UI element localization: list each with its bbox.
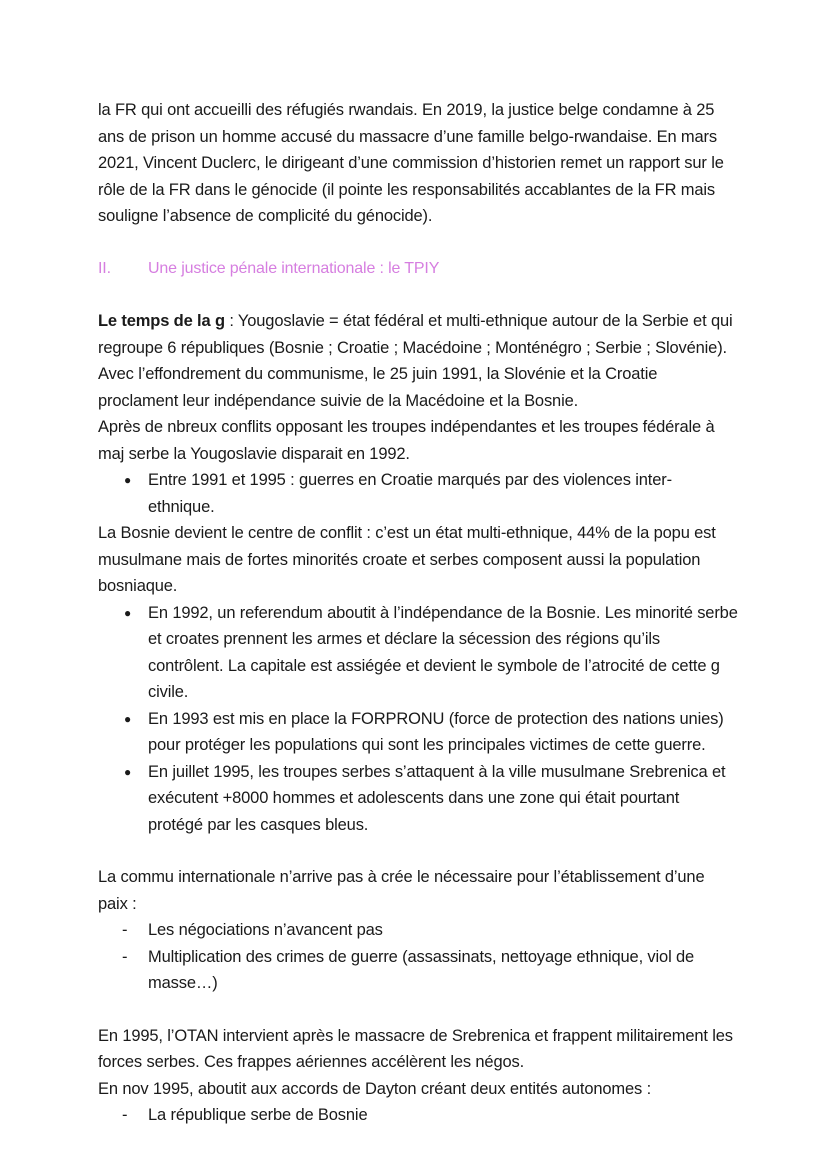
list-item (98, 467, 738, 520)
temps-paragraph-2: Avec l’effondrement du communisme, le 25 juin 1991, la Slovénie et la Croatie proclament leur indépendance suivie de la Macédoine et la Bosnie. (98, 365, 658, 410)
section-number: II. (98, 259, 111, 277)
list-item-text: En 1993 est mis en place la FORPRONU (force de protection des nations unies) pour protéger les populations qui sont les principales victimes de cette guerre. (148, 709, 724, 754)
list-item (98, 706, 738, 759)
section-title: Une justice pénale internationale : le TPIY (148, 259, 440, 277)
temps-text: : Yougoslavie = état fédéral et multi-ethnique autour de la Serbie et qui regroupe 6 républiques (Bosnie ; Croatie ; Macédoine ; Monténégro ; Serbie ; Slovénie). (98, 312, 733, 357)
bullet-marker: ● (124, 473, 132, 487)
section-heading (98, 256, 738, 283)
otan-paragraph: En 1995, l’OTAN intervient après le massacre de Srebrenica et frappent militairement les forces serbes. Ces frappes aériennes accélèrent les négos. (98, 1026, 733, 1071)
dash-marker: - (122, 921, 128, 939)
dash-list-commu (98, 917, 738, 997)
list-item-text: En 1992, un referendum aboutit à l’indépendance de la Bosnie. Les minorité serbe et croates prennent les armes et déclare la sécession des régions qu’ils contrôlent. La capitale est assiégée et devient le symbole de l’atrocité de cette g civile. (148, 603, 738, 701)
list-item-text: Les négociations n’avancent pas (148, 921, 383, 939)
bullet-list-bosnie (98, 600, 738, 839)
bullet-marker: ● (124, 605, 132, 620)
spacer (98, 230, 738, 256)
spacer (98, 282, 738, 308)
list-item (98, 1102, 738, 1129)
list-item (98, 759, 738, 839)
dayton-paragraph: En nov 1995, aboutit aux accords de Dayton créant deux entités autonomes : (98, 1079, 652, 1098)
list-item-text: En juillet 1995, les troupes serbes s’attaquent à la ville musulmane Srebrenica et exécutent +8000 hommes et adolescents dans une zone qui était pourtant protégé par les casques bleus. (148, 762, 726, 834)
list-item-text: La république serbe de Bosnie (148, 1106, 368, 1124)
commu-paragraph: La commu internationale n’arrive pas à crée le nécessaire pour l’établissement d’une paix : (98, 868, 705, 913)
list-item-text: Entre 1991 et 1995 : guerres en Croatie marqués par des violences inter-ethnique. (148, 471, 672, 516)
bullet-marker: ● (124, 764, 132, 779)
dash-marker: - (122, 947, 128, 966)
dash-marker: - (122, 1106, 128, 1124)
temps-paragraph-3: Après de nbreux conflits opposant les troupes indépendantes et les troupes fédérale à maj serbe la Yougoslavie disparait en 1992. (98, 418, 715, 463)
list-item (98, 600, 738, 706)
bullet-list-croatie (98, 467, 738, 520)
temps-label: Le temps de la g (98, 312, 225, 330)
list-item-text: Multiplication des crimes de guerre (assassinats, nettoyage ethnique, viol de masse…) (148, 947, 695, 992)
temps-paragraph (98, 308, 738, 361)
list-item (98, 917, 738, 944)
dash-list-dayton (98, 1102, 738, 1129)
bosnie-paragraph: La Bosnie devient le centre de conflit : c’est un état multi-ethnique, 44% de la popu est musulmane mais de fortes minorités croate et serbes composent aussi la population bosniaque. (98, 524, 716, 595)
spacer (98, 838, 738, 864)
document-page (98, 97, 738, 1129)
intro-paragraph: la FR qui ont accueilli des réfugiés rwandais. En 2019, la justice belge condamne à 25 ans de prison un homme accusé du massacre d’une famille belgo-rwandaise. En mars 2021, Vincent Duclerc, le dirigeant d’une commission d’historien remet un rapport sur le rôle de la FR dans le génocide (il pointe les responsabilités accablantes de la FR mais souligne l’absence de complicité du génocide). (98, 101, 724, 225)
bullet-marker: ● (124, 711, 132, 726)
spacer (98, 997, 738, 1023)
list-item (98, 944, 738, 997)
